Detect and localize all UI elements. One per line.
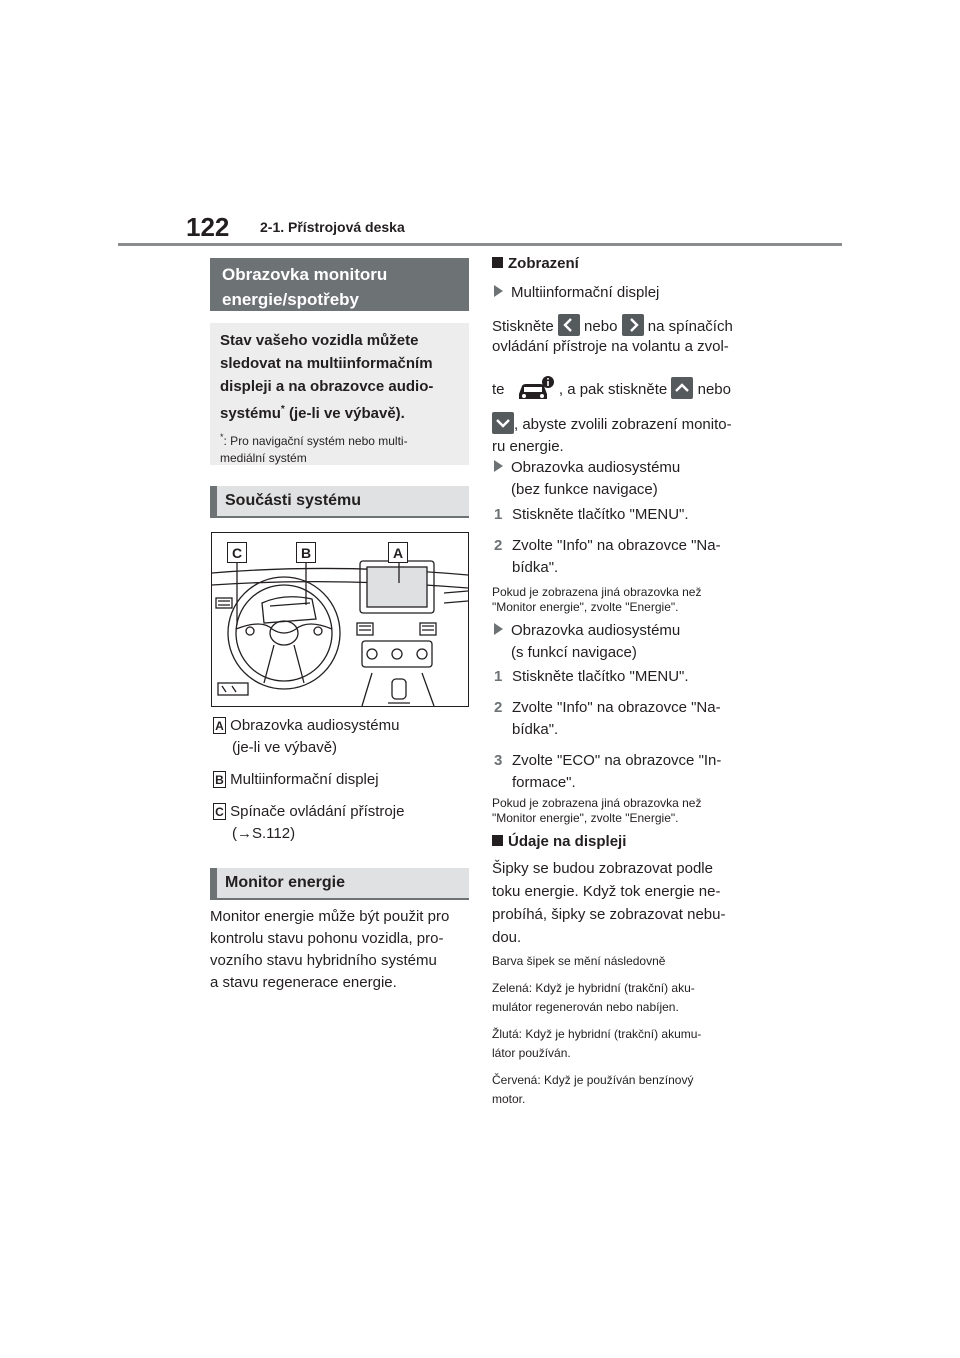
- paragraph-line: a stavu regenerace energie.: [210, 974, 397, 991]
- footnote: [220, 429, 459, 467]
- audio1-title: [494, 457, 680, 501]
- audio2-title: [494, 620, 680, 664]
- text: , abyste zvolili zobrazení monito-: [514, 416, 732, 433]
- illus-label-b: B: [296, 542, 316, 563]
- paragraph-line: toku energie. Když tok energie ne-: [492, 883, 721, 900]
- step-number: 1: [494, 668, 503, 685]
- note-text: Pokud je zobrazena jiná obrazovka než: [492, 585, 702, 599]
- subheading-text: (s funkcí navigace): [511, 644, 637, 661]
- step-text: Stiskněte tlačítko "MENU".: [512, 668, 689, 685]
- heading-text: Zobrazení: [508, 255, 579, 272]
- note-text: "Monitor energie", zvolte "Energie".: [492, 811, 679, 825]
- dashboard-illustration: [211, 532, 469, 707]
- section-title-line2: energie/spotřeby: [222, 290, 359, 309]
- chevron-right-icon: [622, 314, 644, 336]
- step-text: bídka".: [512, 559, 559, 576]
- note-text: mulátor regenerován nebo nabíjen.: [492, 1000, 679, 1014]
- heading-text: Údaje na displeji: [508, 833, 627, 850]
- note-text: Žlutá: Když je hybridní (trakční) akumu-: [492, 1027, 702, 1041]
- chevron-down-icon: [492, 412, 514, 434]
- footnote-line: mediální systém: [220, 451, 307, 465]
- step-number: 3: [494, 752, 503, 769]
- monitor-heading: Monitor energie: [210, 868, 469, 900]
- text: te: [492, 381, 505, 398]
- footnote-mark: *: [220, 432, 224, 442]
- intro-text: [220, 329, 459, 425]
- step-number: 1: [494, 506, 503, 523]
- audio1-note: [492, 585, 762, 615]
- legend-text: (je-li ve výbavě): [232, 739, 338, 756]
- intro-line: [220, 398, 459, 425]
- audio2-steps: [494, 666, 764, 794]
- legend-text: Obrazovka audiosystému: [230, 717, 400, 734]
- color-notes: [492, 952, 762, 1109]
- step-text: Zvolte "ECO" na obrazovce "In-: [512, 752, 722, 769]
- square-bullet: [492, 257, 503, 268]
- paragraph-line: dou.: [492, 929, 522, 946]
- paragraph-line: Monitor energie může být použit pro: [210, 908, 450, 925]
- audio1-steps: [494, 504, 764, 579]
- section-title: [210, 258, 469, 311]
- square-bullet: [492, 835, 503, 846]
- legend-label: B: [213, 771, 226, 788]
- dashboard-drawing: [212, 533, 468, 706]
- note-text: Zelená: Když je hybridní (trakční) aku-: [492, 981, 695, 995]
- step-number: 2: [494, 699, 503, 716]
- monitor-paragraph: [210, 906, 478, 994]
- footnote-star: *: [280, 404, 285, 415]
- step-text: Stiskněte tlačítko "MENU".: [512, 506, 689, 523]
- subheading-text: Obrazovka audiosystému: [511, 622, 681, 639]
- mid-title: [494, 282, 659, 304]
- paragraph-line: kontrolu stavu pohonu vozidla, pro-: [210, 930, 444, 947]
- step-number: 2: [494, 537, 503, 554]
- text: Stiskněte: [492, 318, 554, 335]
- step-text: bídka".: [512, 721, 559, 738]
- data-paragraph: [492, 857, 762, 949]
- note-text: motor.: [492, 1092, 526, 1106]
- subheading-text: (bez funkce navigace): [511, 481, 658, 498]
- audio2-note: [492, 796, 762, 826]
- press-instructions: [492, 314, 762, 458]
- page-number: 122: [186, 212, 230, 242]
- legend-text: (→S.112): [232, 825, 296, 842]
- legend-item-a: [213, 715, 473, 759]
- text: nebo: [584, 318, 618, 335]
- text: , a pak stiskněte: [558, 381, 668, 398]
- note-text: "Monitor energie", zvolte "Energie".: [492, 600, 679, 614]
- components-heading: Součásti systému: [210, 486, 469, 518]
- subheading-text: Multiinformační displej: [511, 284, 660, 301]
- intro-line: Stav vašeho vozidla můžete: [220, 332, 419, 349]
- legend-item-c: [213, 801, 473, 845]
- paragraph-line: Šipky se budou zobrazovat podle: [492, 860, 713, 877]
- intro-line-part: systému: [220, 405, 281, 422]
- legend-text: Spínače ovládání přístroje: [230, 803, 405, 820]
- note-text: Pokud je zobrazena jiná obrazovka než: [492, 796, 702, 810]
- data-heading: [492, 831, 626, 853]
- paragraph-line: probíhá, šipky se zobrazovat nebu-: [492, 906, 726, 923]
- footnote-line: : Pro navigační systém nebo multi-: [223, 434, 408, 448]
- triangle-bullet: [494, 460, 503, 472]
- legend-label: A: [213, 717, 226, 734]
- note-text: Červená: Když je používán benzínový: [492, 1073, 694, 1087]
- running-header: 2-1. Přístrojová deska: [260, 219, 405, 235]
- legend-text: Multiinformační displej: [230, 771, 379, 788]
- step-text: Zvolte "Info" na obrazovce "Na-: [512, 699, 721, 716]
- chevron-up-icon: [671, 377, 693, 399]
- paragraph-line: vozního stavu hybridního systému: [210, 952, 437, 969]
- intro-line: displeji a na obrazovce audio-: [220, 378, 434, 395]
- triangle-bullet: [494, 623, 503, 635]
- subheading-text: Obrazovka audiosystému: [511, 459, 681, 476]
- intro-box: [210, 323, 469, 465]
- chevron-left-icon: [558, 314, 580, 336]
- header-rule: [118, 243, 842, 246]
- intro-line-part: (je-li ve výbavě).: [284, 405, 405, 422]
- car-info-icon: [515, 376, 555, 402]
- illus-label-a: A: [388, 542, 408, 563]
- legend-label: C: [213, 803, 226, 820]
- note-text: látor používán.: [492, 1046, 571, 1060]
- text: ovládání přístroje na volantu a zvol-: [492, 338, 729, 355]
- legend-item-b: [213, 769, 473, 791]
- text: nebo: [697, 381, 731, 398]
- illus-label-c: C: [227, 542, 247, 563]
- text: na spínačích: [647, 318, 733, 335]
- note-text: Barva šipek se mění následovně: [492, 954, 666, 968]
- step-text: formace".: [512, 774, 576, 791]
- text: ru energie.: [492, 438, 564, 455]
- section-title-line1: Obrazovka monitoru: [222, 265, 388, 284]
- step-text: Zvolte "Info" na obrazovce "Na-: [512, 537, 721, 554]
- intro-line: sledovat na multiinformačním: [220, 355, 433, 372]
- display-heading: [492, 253, 579, 275]
- triangle-bullet: [494, 285, 503, 297]
